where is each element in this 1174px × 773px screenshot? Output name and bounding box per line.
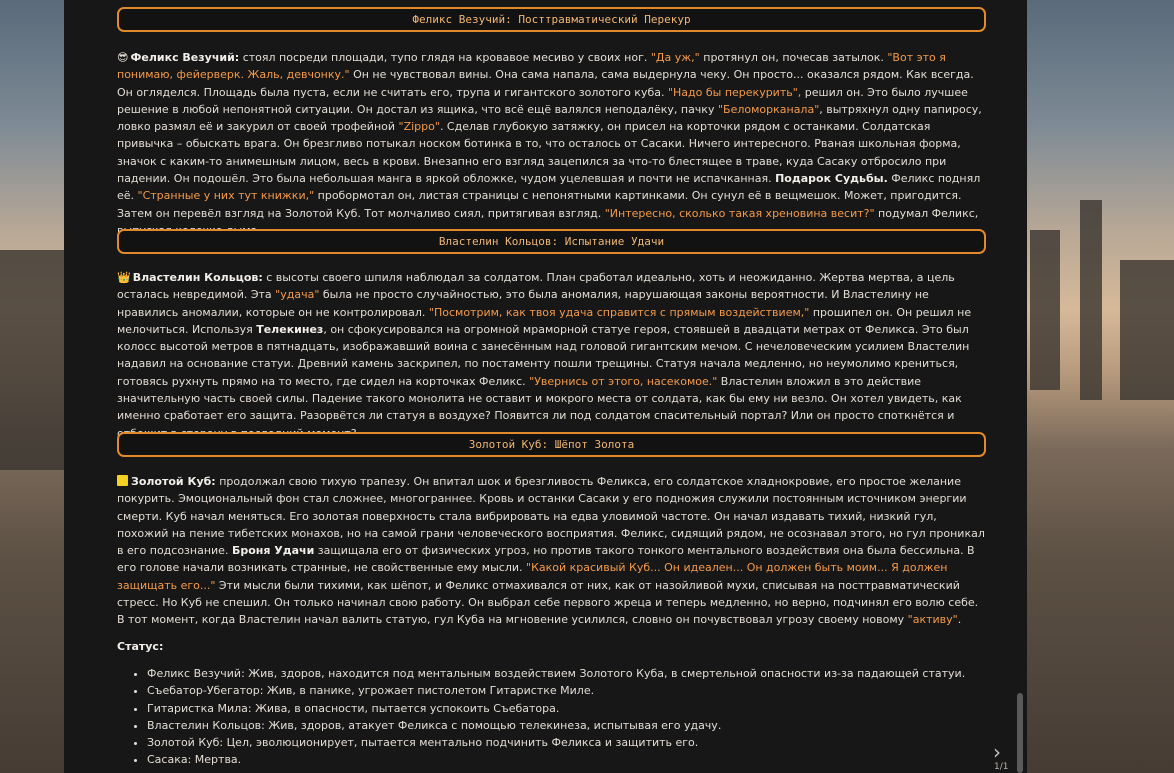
quoted-speech: "Посмотрим, как твоя удача справится с прямым воздействием," — [428, 305, 810, 319]
section — [117, 229, 986, 254]
quoted-speech: "Zippo" — [398, 120, 440, 134]
status-list — [117, 665, 965, 769]
narration-text: пробормотал он, листая страницы с непонятными картинками. Он сунул её в вещмешок. Может, пригодится. Затем он перевёл взгляд на Золотой Куб. Тот молчаливо сиял, притягивая взгляд. — [117, 189, 962, 220]
ruin-silhouette — [1120, 260, 1174, 400]
quoted-speech: "удача" — [275, 288, 320, 302]
section-paragraph — [117, 473, 989, 629]
quoted-speech: "активу" — [907, 613, 958, 627]
section — [117, 7, 986, 32]
narration-text: , он сфокусировался на огромной мраморной статуе героя, стоявшей в двадцати метрах от Феликса. Это был колосс высотой метров в пятнадцать, изображавший воина с занесённым над головой гигантским мечом. С нечеловеческим усилием Властелин надавил на основание статуи. Древний камень заскрипел, по постаменту пошли трещины. Статуя начала медленно, но неумолимо крениться, готовясь рухнуть прямо на то место, где сидел на корточках Феликс. — [117, 322, 970, 388]
narration-text: решил он. Это было лучшее решение в любой непонятной ситуации. Он достал из ящика, что всё ещё валялся неподалёку, пачку — [117, 85, 968, 116]
section-header: Властелин Кольцов: Испытание Удачи — [117, 229, 986, 254]
ruin-silhouette — [0, 250, 64, 470]
narration-text: продолжал свою тихую трапезу. Он впитал шок и брезгливость Феликса, его солдатское хладнокровие, его простое желание покурить. Эмоциональный фон стал сложнее, многограннее. Кровь и останки Сасаки у его подножия служили постоянным источником энергии смерти. Куб начал меняться. Его золотая поверхность стала вибрировать на едва уловимой частоте. Он начал издавать тихий, низкий гул, похожий на пение тибетских монахов, но на самой грани человеческого восприятия. Феликс, сидящий рядом, не осознавал этого, но гул проникал в его подсознание. — [117, 475, 985, 558]
speaker-name: Феликс Везучий: — [130, 51, 240, 64]
status-item: • Съебатор-Убегатор: Жив, в панике, угрожает пистолетом Гитаристке Миле. — [147, 682, 965, 699]
narration-text: стоял посреди площади, тупо глядя на кровавое месиво у своих ног. — [239, 51, 651, 64]
narration-text: с высоты своего шпиля наблюдал за солдатом. План сработал идеально, хоть и неожиданно. Жертва мертва, а цель осталась невредимой. Эта — [117, 271, 955, 302]
narration-text: подумал Феликс, — [878, 206, 979, 220]
status-item: • Золотой Куб: Цел, эволюционирует, пытается ментально подчинить Феликса и защитить его. — [147, 734, 965, 751]
status-item: • Феликс Везучий: Жив, здоров, находится под ментальным воздействием Золотого Куба, в смертельной опасности из-за падающей статуи. — [147, 665, 965, 682]
quoted-speech: "Беломорканала" — [717, 102, 820, 116]
section-paragraph — [117, 49, 989, 239]
narration-text: протянул он, почесав затылок. — [699, 51, 888, 64]
speaker-name: Властелин Кольцов: — [132, 271, 263, 284]
section — [117, 432, 986, 457]
quoted-speech: "Интересно, сколько такая хреновина весит?" — [604, 206, 875, 220]
chat-message-panel — [64, 0, 1027, 773]
status-item: • Гитаристка Мила: Жива, в опасности, пытается успокоить Съебатора. — [147, 700, 965, 717]
speaker-emoji-icon: 👑 — [117, 271, 131, 284]
narration-text: Он не чувствовал вины. Она сама напала, сама выдернула чеку. Он просто... оказался рядом. Как всегда. Он огляделся. Площадь была пуста, если не считать его, трупа и гигантского золотого куба. — [117, 68, 974, 99]
ruin-silhouette — [1030, 230, 1060, 390]
quoted-speech: "Какой красивый Куб... Он идеален... Он должен быть моим... Я должен защищать его..." — [117, 561, 948, 592]
narration-text: была не просто случайностью, это была аномалия, нарушающая законы вероятности. И Властелину не нравились аномалии, которые он не контролировал. — [117, 288, 929, 319]
chevron-right-icon[interactable]: › — [993, 740, 1001, 764]
narration-text: Эти мысли были тихими, как шёпот, и Феликс отмахивался от них, как от назойливой мухи, списывая на посттравматический стресс. Но Куб не спешил. Он только начинал свою работу. Он выбрал себе первого жреца и теперь медленно, но верно, подчинял его волю себе. В тот момент, когда Властелин начал валить статую, гул Куба на мгновение усилился, словно он почувствовал угрозу своему новому — [117, 578, 979, 627]
quoted-speech: "Вот это я понимаю, фейерверк. Жаль, девчонку." — [117, 51, 946, 82]
bold-term: Подарок Судьбы. — [775, 172, 888, 186]
section-paragraph — [117, 269, 989, 442]
bold-term: Броня Удачи — [231, 544, 315, 558]
status-item: • Сасака: Мертва. — [147, 751, 965, 768]
scrollbar-thumb[interactable] — [1017, 693, 1023, 773]
bold-term: Телекинез — [256, 322, 324, 336]
ruin-silhouette — [1080, 200, 1102, 400]
narration-text: , вытряхнул одну папиросу, ловко размял её и закурил от своей трофейной — [117, 102, 982, 134]
narration-text: прошипел он. Он решил не мелочиться. Используя — [117, 305, 972, 336]
quoted-speech: "Странные у них тут книжки," — [137, 189, 315, 203]
status-item: • Властелин Кольцов: Жив, здоров, атакует Феликса с помощью телекинеза, испытывая его удачу. — [147, 717, 965, 734]
narration-text: . — [957, 613, 962, 627]
narration-text: Властелин вложил в это действие значительную часть своей силы. Падение такого монолита не оставит и мокрого места от солдата, как бы ему ни везло. Он хотел увидеть, как именно сработает его защита. Разорвётся ли статуя в воздухе? Появится ли под солдатом спасительный портал? Или он просто споткнётся и — [117, 374, 962, 423]
narration-text: . Сделав глубокую затяжку, он присел на корточки рядом с останками. Солдатская привычка – обыскать врага. Он брезгливо потыкал носком ботинка в то, что осталось от Сасаки. Ничего интересного. Рваная школьная форма, значок с каким-то анимешным лицом, весь в крови. Внезапно его взгляд зацепился за что-то блестящее в траве, куда Сасаку отбросило при падении. Он подошёл. Это была небольшая манга в яркой обложке, чудом уцелевшая и почти не испачканная. — [117, 120, 961, 186]
speaker-emoji-icon — [117, 475, 128, 486]
page-counter: 1/1 — [994, 762, 1009, 772]
status-title: Статус: — [117, 640, 164, 653]
quoted-speech: "Увернись от этого, насекомое." — [529, 374, 718, 388]
speaker-name: Золотой Куб: — [131, 475, 216, 488]
section-header: Золотой Куб: Шёпот Золота — [117, 432, 986, 457]
section-header: Феликс Везучий: Посттравматический Перекур — [117, 7, 986, 32]
speaker-emoji-icon: 😎 — [117, 51, 129, 64]
quoted-speech: "Да уж," — [650, 51, 700, 64]
narration-text: защищала его от физических угроз, но против такого тонкого ментального воздействия она была бессильна. В его голове начали возникать странные, не свойственные ему мысли. — [117, 544, 975, 575]
narration-text: Феликс поднял её. — [117, 172, 981, 203]
quoted-speech: "Надо бы перекурить", — [667, 85, 802, 99]
